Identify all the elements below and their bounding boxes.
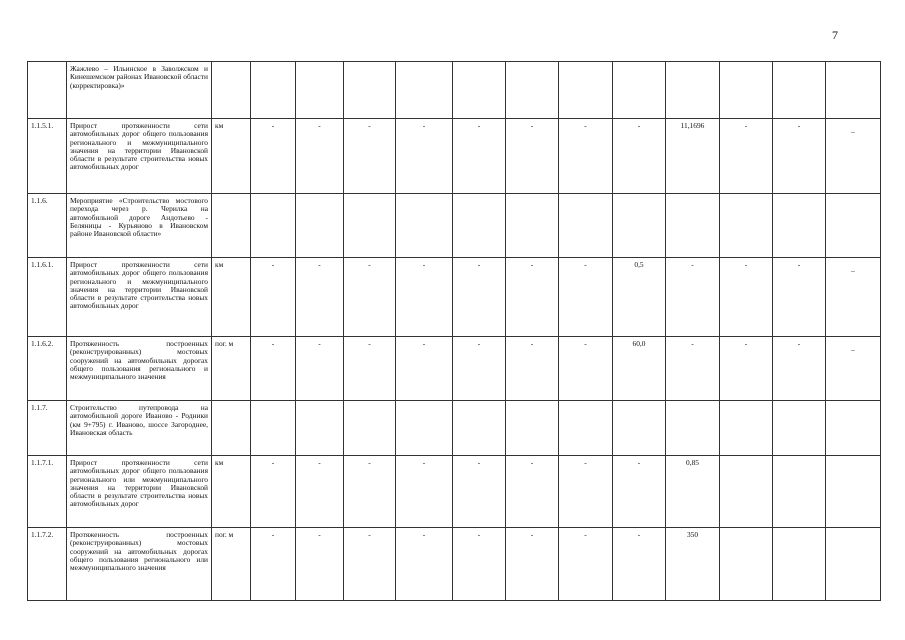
value-cell <box>613 456 666 528</box>
value-cell <box>396 258 453 337</box>
value-cell <box>296 528 344 601</box>
value-cell <box>506 528 559 601</box>
value-cell <box>613 528 666 601</box>
value-cell <box>826 337 881 401</box>
row-description: Жажлево – Ильинское в Заволжском и Кинешемском районах Ивановской области (корректировка)» <box>67 62 212 119</box>
value-cell <box>826 258 881 337</box>
value-text: - <box>477 458 481 467</box>
value-cell <box>453 456 506 528</box>
value-text: - <box>368 121 371 130</box>
value-cell <box>720 337 773 401</box>
value-text: - <box>744 260 748 269</box>
value-text: 60,0 <box>632 339 646 348</box>
value-text: - <box>318 260 321 269</box>
value-cell <box>396 528 453 601</box>
value-cell <box>773 401 826 456</box>
value-cell <box>559 337 613 401</box>
value-cell <box>666 62 720 119</box>
value-cell <box>453 401 506 456</box>
value-cell <box>506 401 559 456</box>
value-text: - <box>368 260 371 269</box>
value-cell <box>296 194 344 258</box>
value-cell <box>344 337 396 401</box>
value-cell <box>396 337 453 401</box>
value-text: - <box>530 530 534 539</box>
row-unit: км <box>212 456 251 528</box>
value-cell <box>453 258 506 337</box>
value-cell <box>826 62 881 119</box>
value-cell <box>773 337 826 401</box>
value-cell <box>773 528 826 601</box>
row-unit: км <box>212 119 251 194</box>
value-text: - <box>477 339 481 348</box>
value-cell <box>720 456 773 528</box>
value-text: - <box>530 260 534 269</box>
value-cell <box>613 258 666 337</box>
row-number: 1.1.7. <box>28 401 67 456</box>
row-description: Прирост протяженности сети автомобильных дорог общего пользования регионального или межмуниципального значения на территории Ивановской области в результате строительства новых автомобильных дорог <box>67 456 212 528</box>
value-cell <box>613 401 666 456</box>
value-cell <box>773 119 826 194</box>
value-cell <box>666 456 720 528</box>
value-cell <box>296 258 344 337</box>
value-cell <box>559 258 613 337</box>
value-cell <box>344 62 396 119</box>
row-description: Мероприятие «Строительство мостового перехода через р. Черилка на автомобильной дороге Андотьево - Беляницы - Курьяново в Ивановском районе Ивановской области» <box>67 194 212 258</box>
value-text: _ <box>851 125 855 134</box>
value-text: - <box>797 339 801 348</box>
value-cell <box>666 401 720 456</box>
row-description: Строительство путепровода на автомобильной дороге Иваново - Родники (км 9+795) г. Иваново, шоссе Загороднее, Ивановская область <box>67 401 212 456</box>
value-text: - <box>422 121 426 130</box>
value-text: - <box>530 458 534 467</box>
value-text: - <box>530 339 534 348</box>
value-cell <box>613 119 666 194</box>
value-cell <box>559 528 613 601</box>
row-number: 1.1.6.1. <box>28 258 67 337</box>
value-cell <box>720 528 773 601</box>
value-cell <box>506 456 559 528</box>
row-description: Прирост протяженности сети автомобильных дорог общего пользования регионального и межмуниципального значения на территории Ивановской области в результате строительства новых автомобильных дорог <box>67 119 212 194</box>
value-cell <box>559 119 613 194</box>
table-row <box>28 528 881 601</box>
value-text: - <box>422 530 426 539</box>
page-number: 7 <box>832 28 838 42</box>
value-text: - <box>797 121 801 130</box>
value-text: - <box>637 530 641 539</box>
value-text: - <box>584 458 587 467</box>
value-cell <box>506 194 559 258</box>
value-cell <box>296 62 344 119</box>
value-text: 0,85 <box>686 458 699 467</box>
value-cell <box>453 194 506 258</box>
value-text: - <box>318 530 321 539</box>
value-cell <box>666 528 720 601</box>
value-text: - <box>691 260 694 269</box>
value-cell <box>251 528 296 601</box>
value-cell <box>506 337 559 401</box>
table-row <box>28 337 881 401</box>
value-cell <box>396 194 453 258</box>
row-description: Протяженность построенных (реконструированных) мостовых сооружений на автомобильных дорогах общего пользования регионального и межмуниципального значения <box>67 337 212 401</box>
value-cell <box>559 456 613 528</box>
value-text: - <box>271 458 275 467</box>
value-cell <box>251 119 296 194</box>
value-text: - <box>368 458 371 467</box>
value-cell <box>613 194 666 258</box>
value-cell <box>666 119 720 194</box>
value-cell <box>506 62 559 119</box>
value-cell <box>826 194 881 258</box>
row-number <box>28 62 67 119</box>
table-row <box>28 119 881 194</box>
row-description: Прирост протяженности сети автомобильных дорог общего пользования регионального и межмуниципального значения на территории Ивановской области в результате строительства новых автомобильных дорог <box>67 258 212 337</box>
row-number: 1.1.6. <box>28 194 67 258</box>
row-number: 1.1.6.2. <box>28 337 67 401</box>
value-text: - <box>318 339 321 348</box>
row-number: 1.1.5.1. <box>28 119 67 194</box>
value-text: - <box>584 339 587 348</box>
value-text: - <box>422 339 426 348</box>
row-number: 1.1.7.1. <box>28 456 67 528</box>
row-description: Протяженность построенных (реконструированных) мостовых сооружений на автомобильных дорогах общего пользования регионального или межмуниципального значения <box>67 528 212 601</box>
value-cell <box>559 401 613 456</box>
row-unit: км <box>212 258 251 337</box>
value-text: - <box>637 458 641 467</box>
value-cell <box>720 62 773 119</box>
value-cell <box>453 337 506 401</box>
value-text: - <box>271 530 275 539</box>
table-row <box>28 62 881 119</box>
value-cell <box>251 401 296 456</box>
value-cell <box>251 337 296 401</box>
value-text: 350 <box>686 530 699 539</box>
value-cell <box>773 194 826 258</box>
value-text: - <box>422 260 426 269</box>
value-cell <box>613 62 666 119</box>
value-cell <box>826 401 881 456</box>
row-unit: пог. м <box>212 337 251 401</box>
value-text: - <box>691 339 694 348</box>
value-cell <box>666 194 720 258</box>
value-cell <box>826 119 881 194</box>
value-cell <box>344 456 396 528</box>
table-row <box>28 401 881 456</box>
value-text: - <box>271 260 275 269</box>
value-cell <box>720 258 773 337</box>
table-row <box>28 258 881 337</box>
value-cell <box>396 62 453 119</box>
value-text: - <box>584 530 587 539</box>
value-cell <box>344 258 396 337</box>
value-cell <box>251 194 296 258</box>
table-row <box>28 194 881 258</box>
value-cell <box>251 258 296 337</box>
value-cell <box>826 528 881 601</box>
value-text: - <box>584 121 587 130</box>
value-text: - <box>477 530 481 539</box>
value-cell <box>453 528 506 601</box>
value-text: - <box>530 121 534 130</box>
value-cell <box>666 337 720 401</box>
value-cell <box>773 456 826 528</box>
value-text: - <box>744 339 748 348</box>
value-text: - <box>318 121 321 130</box>
value-cell <box>251 456 296 528</box>
value-cell <box>506 119 559 194</box>
value-cell <box>296 456 344 528</box>
value-text: - <box>477 260 481 269</box>
value-cell <box>453 62 506 119</box>
value-cell <box>613 337 666 401</box>
row-unit <box>212 62 251 119</box>
value-text: - <box>422 458 426 467</box>
value-cell <box>344 194 396 258</box>
value-text: _ <box>851 264 855 273</box>
value-cell <box>773 258 826 337</box>
value-cell <box>344 528 396 601</box>
value-cell <box>559 62 613 119</box>
value-cell <box>773 62 826 119</box>
value-cell <box>720 119 773 194</box>
value-text: 11,1696 <box>680 121 705 130</box>
value-cell <box>396 401 453 456</box>
value-text: _ <box>851 343 855 352</box>
value-text: - <box>744 121 748 130</box>
value-text: - <box>584 260 587 269</box>
value-cell <box>826 456 881 528</box>
indicators-table <box>27 61 881 601</box>
value-cell <box>344 401 396 456</box>
value-cell <box>720 194 773 258</box>
value-text: - <box>368 339 371 348</box>
value-cell <box>506 258 559 337</box>
value-text: - <box>477 121 481 130</box>
row-unit <box>212 194 251 258</box>
value-cell <box>296 119 344 194</box>
value-cell <box>251 62 296 119</box>
table-row <box>28 456 881 528</box>
row-unit: пог. м <box>212 528 251 601</box>
value-text: - <box>271 339 275 348</box>
value-text: - <box>368 530 371 539</box>
value-cell <box>453 119 506 194</box>
row-number: 1.1.7.2. <box>28 528 67 601</box>
value-cell <box>396 119 453 194</box>
value-cell <box>344 119 396 194</box>
value-text: - <box>271 121 275 130</box>
value-cell <box>396 456 453 528</box>
value-cell <box>559 194 613 258</box>
value-text: - <box>637 121 641 130</box>
row-unit <box>212 401 251 456</box>
value-cell <box>296 337 344 401</box>
value-text: - <box>797 260 801 269</box>
value-cell <box>296 401 344 456</box>
value-cell <box>720 401 773 456</box>
value-text: 0,5 <box>634 260 644 269</box>
value-text: - <box>318 458 321 467</box>
value-cell <box>666 258 720 337</box>
